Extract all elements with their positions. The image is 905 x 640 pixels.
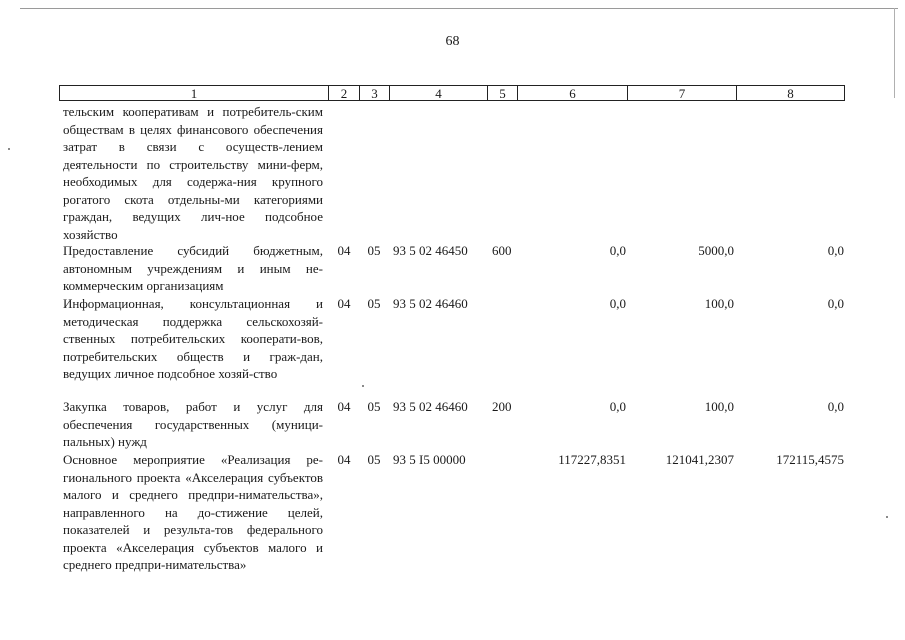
row-amount-7: 121041,2307 <box>665 452 734 467</box>
column-number-3: 3 <box>360 86 390 100</box>
row-section: 04 <box>337 296 351 311</box>
scan-speck <box>362 385 364 387</box>
row-name: Основное мероприятие «Реализация ре-гионального проекта «Акселерация субъектов малого и среднего предпри-нимательства», направленного на до-стижение целей, показателей и результа-тов федерального проекта «Акселерация субъектов малого и среднего предпри-нимательства» <box>63 452 323 572</box>
row-target-code: 93 5 02 46450 <box>393 243 468 258</box>
page-number: 68 <box>445 34 460 49</box>
row-amount-8: 172115,4575 <box>776 452 844 467</box>
row-expense-type: 200 <box>492 399 512 414</box>
row-name: Предоставление субсидий бюджетным, автономным учреждениям и иным не-коммерческим организациям <box>63 243 323 293</box>
row-amount-6: 117227,8351 <box>558 452 626 467</box>
row-name: Информационная, консультационная и методическая поддержка сельскохозяй-ственных потребительских кооперати-вов, потребительских обществ и граж-дан, ведущих личное подсобное хозяй-ство <box>63 296 323 381</box>
row-target-code: 93 5 02 46460 <box>393 296 468 311</box>
column-number-5: 5 <box>488 86 518 100</box>
row-target-code: 93 5 02 46460 <box>393 399 468 414</box>
row-subsection: 05 <box>367 399 381 414</box>
scan-edge-right <box>894 8 895 98</box>
row-subsection: 05 <box>367 243 381 258</box>
row-name: тельским кооперативам и потребитель-ским обществам в целях финансового обеспечения затрат в связи с осуществ-лением деятельности по строительству мини-ферм, необходимых для содержа-ния крупного рогатого скота отдельны-ми категориями граждан, ведущих лич-ное подсобное хозяйство <box>63 104 323 242</box>
row-target-code: 93 5 I5 00000 <box>393 452 466 467</box>
row-subsection: 05 <box>367 452 381 467</box>
row-amount-6: 0,0 <box>609 296 626 311</box>
column-number-6: 6 <box>518 86 628 100</box>
column-number-4: 4 <box>390 86 488 100</box>
row-amount-8: 0,0 <box>827 399 844 414</box>
row-amount-6: 0,0 <box>609 243 626 258</box>
row-amount-7: 100,0 <box>704 399 734 414</box>
row-amount-7: 100,0 <box>704 296 734 311</box>
row-expense-type: 600 <box>492 243 512 258</box>
row-section: 04 <box>337 243 351 258</box>
row-amount-6: 0,0 <box>609 399 626 414</box>
table-column-numbers <box>59 85 845 101</box>
row-amount-8: 0,0 <box>827 296 844 311</box>
column-number-8: 8 <box>787 86 794 101</box>
scan-speck <box>886 516 888 518</box>
column-number-7: 7 <box>628 86 737 100</box>
row-subsection: 05 <box>367 296 381 311</box>
column-number-1: 1 <box>60 86 329 100</box>
row-name: Закупка товаров, работ и услуг для обеспечения государственных (муници-пальных) нужд <box>63 399 323 449</box>
column-number-2: 2 <box>329 86 360 100</box>
row-amount-7: 5000,0 <box>698 243 734 258</box>
row-amount-8: 0,0 <box>827 243 844 258</box>
scan-speck <box>8 148 10 150</box>
row-section: 04 <box>337 399 351 414</box>
scan-edge-top <box>20 8 898 9</box>
row-section: 04 <box>337 452 351 467</box>
